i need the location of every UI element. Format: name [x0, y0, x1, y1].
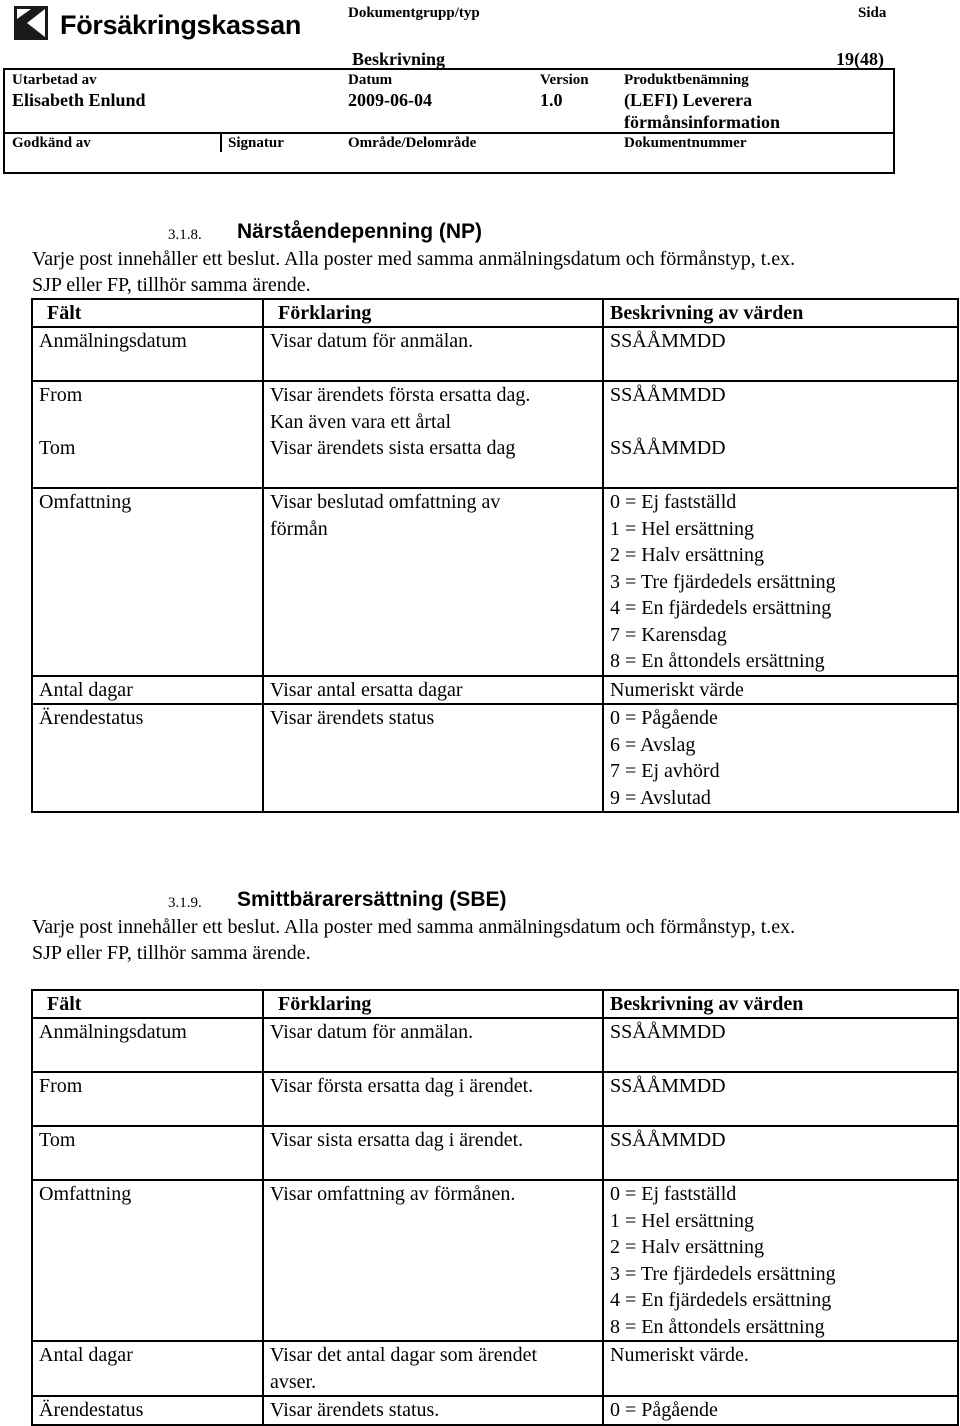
values-cell: SSÅÅMMDD: [603, 1018, 958, 1072]
explanation-cell: Visar antal ersatta dagar: [263, 676, 603, 705]
table-row: [32, 676, 958, 705]
doc-type: Beskrivning: [352, 49, 446, 69]
section-title: Närståendepenning (NP): [237, 220, 483, 243]
product-name-line2: förmånsinformation: [624, 112, 780, 132]
values-cell: SSÅÅMMDD: [603, 435, 958, 488]
explanation-cell: Visar första ersatta dag i ärendet.: [263, 1072, 603, 1126]
header-col-divider: [220, 132, 222, 152]
logo-icon: [14, 6, 48, 40]
explanation-cell: Visar datum för anmälan.: [263, 327, 603, 381]
table-row: [32, 1072, 958, 1126]
explanation-cell: Visar ärendets status.: [263, 1396, 603, 1425]
explanation-cell: Visar datum för anmälan.: [263, 1018, 603, 1072]
author-label: Utarbetad av: [12, 72, 97, 88]
value-line: 1 = Hel ersättning: [610, 517, 755, 540]
section-intro-line1: Varje post innehåller ett beslut. Alla poster med samma anmälningsdatum och förmånstyp, t.ex.: [32, 916, 796, 938]
section-title: Smittbärarersättning (SBE): [237, 888, 507, 911]
explanation-line: förmån: [270, 517, 328, 540]
version-value: 1.0: [540, 90, 563, 110]
explanation-cell: [263, 1341, 603, 1396]
section-number: 3.1.9.: [168, 895, 202, 911]
value-line: 0 = Ej fastställd: [610, 1183, 737, 1205]
col-header-values: Beskrivning av värden: [603, 990, 958, 1018]
explanation-cell: Visar ärendets status: [263, 704, 603, 812]
field-cell: Omfattning: [32, 488, 263, 676]
doc-group-label: Dokumentgrupp/typ: [348, 5, 480, 21]
value-line: 0 = Ej fastställd: [610, 491, 737, 513]
table-row: [32, 704, 958, 812]
product-label: Produktbenämning: [624, 72, 749, 88]
value-line: 7 = Ej avhörd: [610, 760, 720, 782]
explanation-line: Visar beslutad omfattning av: [270, 491, 501, 513]
explanation-cell: Visar ärendets sista ersatta dag: [263, 435, 603, 488]
field-cell: Anmälningsdatum: [32, 327, 263, 381]
page-label: Sida: [858, 5, 887, 21]
col-header-explanation: Förklaring: [263, 990, 603, 1018]
explanation-line: Visar det antal dagar som ärendet: [270, 1344, 538, 1366]
col-header-field: Fält: [32, 299, 263, 327]
values-cell: Numeriskt värde.: [603, 1341, 958, 1396]
signature-label: Signatur: [228, 135, 284, 151]
values-cell: SSÅÅMMDD: [603, 381, 958, 435]
explanation-cell: [263, 488, 603, 676]
np-fields-table: [31, 298, 959, 813]
value-line: 3 = Tre fjärdedels ersättning: [610, 570, 836, 593]
values-cell: [603, 704, 958, 812]
product-name-line1: (LEFI) Leverera: [624, 90, 753, 110]
docnum-label: Dokumentnummer: [624, 135, 747, 151]
table-row: [32, 1018, 958, 1072]
section-intro-line2: SJP eller FP, tillhör samma ärende.: [32, 942, 311, 964]
field-cell: Ärendestatus: [32, 704, 263, 812]
area-label: Område/Delområde: [348, 135, 477, 151]
field-cell: Ärendestatus: [32, 1396, 263, 1425]
explanation-line: Kan även vara ett årtal: [270, 410, 452, 433]
table-row: [32, 1341, 958, 1396]
values-cell: Numeriskt värde: [603, 676, 958, 705]
col-header-values: Beskrivning av värden: [603, 299, 958, 327]
field-cell: From: [32, 1072, 263, 1126]
table-row: [32, 1180, 958, 1341]
values-cell: 0 = Pågående: [603, 1396, 958, 1425]
table-row: [32, 381, 958, 435]
value-line: 1 = Hel ersättning: [610, 1209, 755, 1232]
date-value: 2009-06-04: [348, 90, 432, 110]
section-intro-line1: Varje post innehåller ett beslut. Alla poster med samma anmälningsdatum och förmånstyp, t.ex.: [32, 248, 796, 270]
explanation-cell: Visar omfattning av förmånen.: [263, 1180, 603, 1341]
explanation-line: avser.: [270, 1370, 317, 1393]
version-label: Version: [540, 72, 589, 88]
field-cell: Anmälningsdatum: [32, 1018, 263, 1072]
date-label: Datum: [348, 72, 393, 88]
sbe-fields-table: [31, 989, 959, 1426]
value-line: 7 = Karensdag: [610, 623, 727, 646]
approved-label: Godkänd av: [12, 135, 91, 151]
values-cell: [603, 1180, 958, 1341]
field-cell: From: [32, 381, 263, 435]
explanation-line: Visar ärendets första ersatta dag.: [270, 384, 531, 406]
value-line: 2 = Halv ersättning: [610, 1236, 765, 1258]
table-row: [32, 327, 958, 381]
table-row: [32, 435, 958, 488]
company-logo-text: Försäkringskassan: [60, 10, 302, 40]
field-cell: Tom: [32, 435, 263, 488]
col-header-explanation: Förklaring: [263, 299, 603, 327]
field-cell: Omfattning: [32, 1180, 263, 1341]
field-cell: Antal dagar: [32, 676, 263, 705]
value-line: 2 = Halv ersättning: [610, 544, 765, 566]
value-line: 9 = Avslutad: [610, 786, 711, 809]
values-cell: SSÅÅMMDD: [603, 1126, 958, 1180]
table-row: [32, 488, 958, 676]
value-line: 4 = En fjärdedels ersättning: [610, 1289, 832, 1311]
values-cell: SSÅÅMMDD: [603, 327, 958, 381]
table-header-row: [32, 990, 958, 1018]
table-row: [32, 1126, 958, 1180]
value-line: 4 = En fjärdedels ersättning: [610, 597, 832, 619]
value-line: 8 = En åttondels ersättning: [610, 1315, 825, 1338]
col-header-field: Fält: [32, 990, 263, 1018]
explanation-cell: [263, 381, 603, 435]
value-line: 0 = Pågående: [610, 707, 718, 729]
explanation-cell: Visar sista ersatta dag i ärendet.: [263, 1126, 603, 1180]
value-line: 3 = Tre fjärdedels ersättning: [610, 1262, 836, 1285]
value-line: 8 = En åttondels ersättning: [610, 650, 825, 672]
field-cell: Antal dagar: [32, 1341, 263, 1396]
section-number: 3.1.8.: [168, 227, 202, 243]
values-cell: SSÅÅMMDD: [603, 1072, 958, 1126]
values-cell: [603, 488, 958, 676]
table-header-row: [32, 299, 958, 327]
table-row: [32, 1396, 958, 1425]
section-intro-line2: SJP eller FP, tillhör samma ärende.: [32, 274, 311, 296]
field-cell: Tom: [32, 1126, 263, 1180]
author-name: Elisabeth Enlund: [12, 90, 146, 110]
page-number: 19(48): [836, 49, 884, 69]
value-line: 6 = Avslag: [610, 733, 696, 756]
